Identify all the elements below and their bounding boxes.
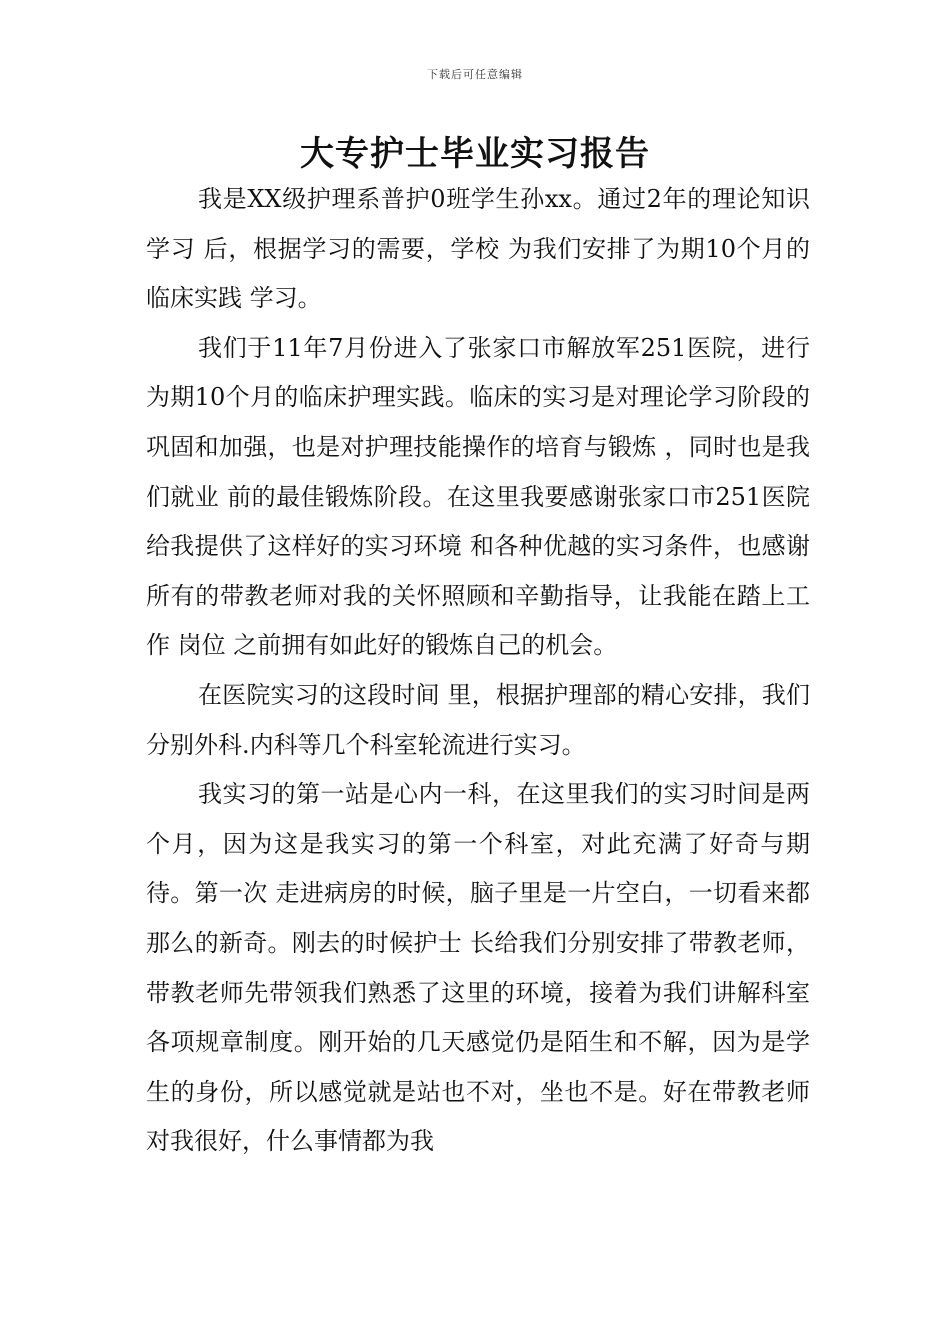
paragraph-4: 我实习的第一站是心内一科，在这里我们的实习时间是两个月，因为这是我实习的第一个科室，对此充满了好奇与期待。第一次 走进病房的时候，脑子里是一片空白，一切看来都那么的新奇。刚去的时候护士 长给我们分别安排了带教老师，带教老师先带领我们熟悉了这里的环境，接着为我们讲解科室各项规章制度。刚开始的几天感觉仍是陌生和不解，因为是学生的身份，所以感觉就是站也不对，坐也不是。好在带教老师对我很好，什么事情都为我: [146, 780, 810, 1156]
document-body: [146, 175, 810, 1167]
paragraph-1: 我是XX级护理系普护0班学生孙xx。通过2年的理论知识学习 后，根据学习的需要，学校 为我们安排了为期10个月的临床实践 学习。: [146, 185, 810, 313]
document-title: 大专护士毕业实习报告: [300, 134, 650, 174]
paragraph-2: 我们于11年7月份进入了张家口市解放军251医院，进行为期10个月的临床护理实践。临床的实习是对理论学习阶段的巩固和加强，也是对护理技能操作的培育与锻炼 ，同时也是我们就业 前的最佳锻炼阶段。在这里我要感谢张家口市251医院给我提供了这样好的实习环境 和各种优越的实习条件，也感谢所有的带教老师对我的关怀照顾和辛勤指导，让我能在踏上工作 岗位 之前拥有如此好的锻炼自己的机会。: [146, 333, 810, 660]
header-note: 下载后可任意编辑: [427, 68, 523, 81]
paragraph-3: 在医院实习的这段时间 里，根据护理部的精心安排，我们分别外科.内科等几个科室轮流进行实习。: [146, 680, 810, 759]
